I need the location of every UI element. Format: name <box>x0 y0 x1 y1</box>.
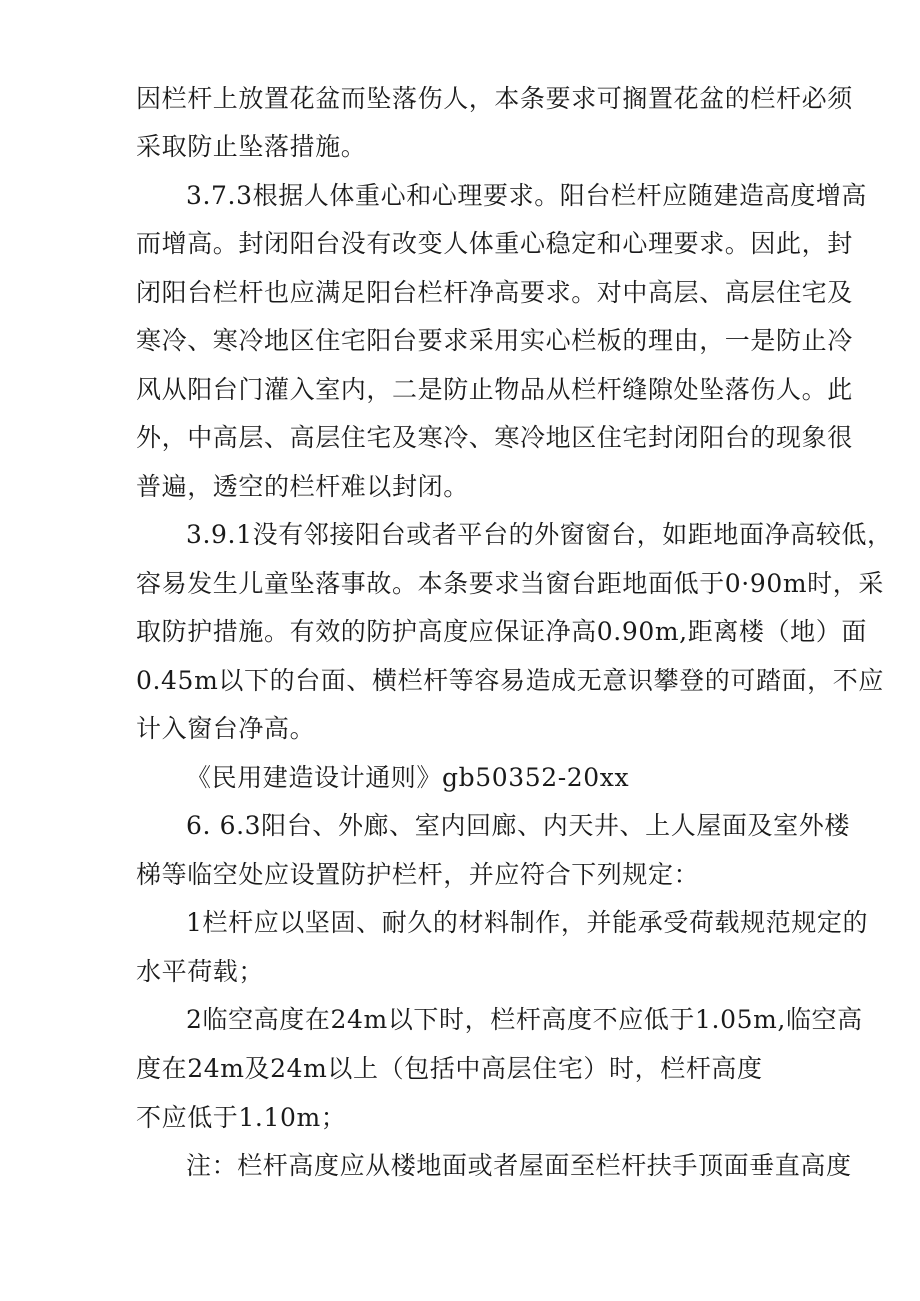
text-line: 取防护措施。有效的防护高度应保证净高0.90m,距离楼（地）面 <box>136 617 867 646</box>
text-line: 外，中高层、高层住宅及寒冷、寒冷地区住宅封闭阳台的现象很 <box>136 423 853 452</box>
text-line: 不应低于1.10m； <box>136 1103 347 1132</box>
text-line: 闭阳台栏杆也应满足阳台栏杆净高要求。对中高层、高层住宅及 <box>136 278 853 307</box>
section-3-9-1-start: 3.9.1没有邻接阳台或者平台的外窗窗台，如距地面净高较低， <box>186 520 893 549</box>
text-line: 梯等临空处应设置防护栏杆，并应符合下列规定： <box>136 860 700 889</box>
text-line: 而增高。封闭阳台没有改变人体重心稳定和心理要求。因此，封 <box>136 229 853 258</box>
text-line: 0.45m以下的台面、横栏杆等容易造成无意识攀登的可踏面，不应 <box>136 666 884 695</box>
text-line: 度在24m及24m以上（包括中高层住宅）时，栏杆高度 <box>136 1054 763 1083</box>
code-reference-title: 《民用建造设计通则》gb50352-20xx <box>186 763 630 792</box>
text-line: 水平荷载； <box>136 957 265 986</box>
section-3-7-3-start: 3.7.3根据人体重心和心理要求。阳台栏杆应随建造高度增高 <box>186 181 868 210</box>
text-line: 寒冷、寒冷地区住宅阳台要求采用实心栏板的理由，一是防止冷 <box>136 326 853 355</box>
note-line: 注：栏杆高度应从楼地面或者屋面至栏杆扶手顶面垂直高度 <box>186 1151 852 1180</box>
rule-item-1: 1栏杆应以坚固、耐久的材料制作，并能承受荷载规范规定的 <box>186 908 869 937</box>
rule-item-2: 2临空高度在24m以下时，栏杆高度不应低于1.05m,临空高 <box>186 1005 863 1034</box>
text-line: 因栏杆上放置花盆而坠落伤人，本条要求可搁置花盆的栏杆必须 <box>136 84 853 113</box>
text-line: 风从阳台门灌入室内，二是防止物品从栏杆缝隙处坠落伤人。此 <box>136 375 853 404</box>
section-6-6-3-start: 6. 6.3阳台、外廊、室内回廊、内天井、上人屋面及室外楼 <box>186 811 850 840</box>
text-line: 采取防止坠落措施。 <box>136 132 367 161</box>
text-line: 普遍，透空的栏杆难以封闭。 <box>136 472 469 501</box>
text-line: 计入窗台净高。 <box>136 714 316 743</box>
text-line: 容易发生儿童坠落事故。本条要求当窗台距地面低于0·90m时，采 <box>136 569 884 598</box>
